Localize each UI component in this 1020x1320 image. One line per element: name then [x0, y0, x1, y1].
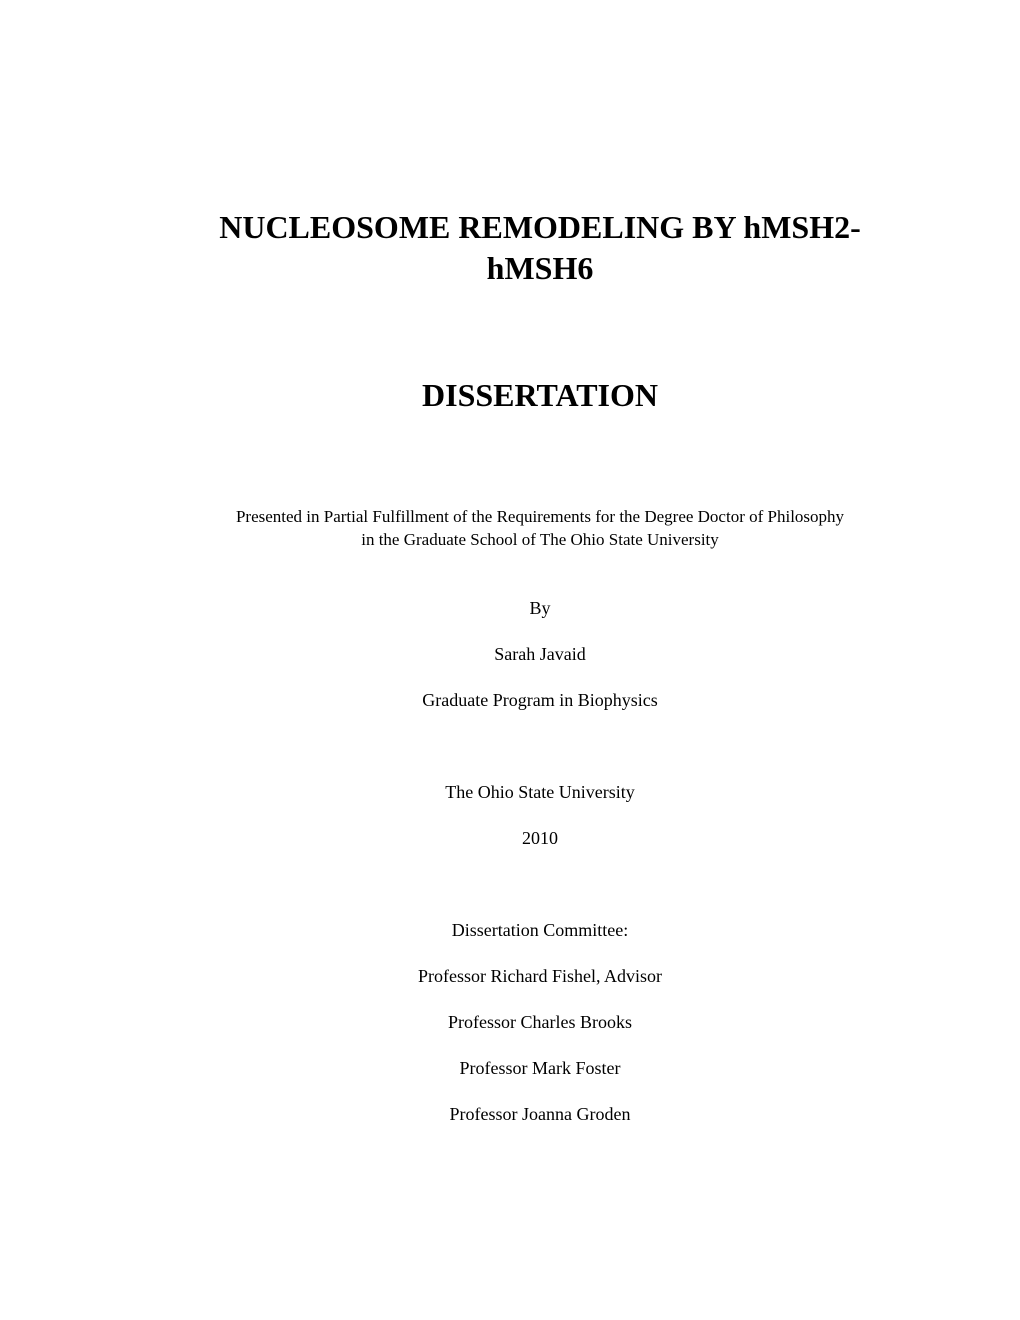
title-line-2: hMSH6: [486, 250, 594, 286]
fulfillment-line-2: in the Graduate School of The Ohio State University: [361, 530, 719, 549]
program-name: Graduate Program in Biophysics: [422, 690, 658, 710]
fulfillment-line-1: Presented in Partial Fulfillment of the Requirements for the Degree Doctor of Philosophy: [235, 507, 845, 526]
committee-member: Professor Charles Brooks: [448, 1012, 632, 1032]
committee-member: Professor Mark Foster: [459, 1058, 621, 1078]
by-label: By: [529, 598, 551, 618]
committee-member: Professor Joanna Groden: [449, 1104, 631, 1124]
committee-heading: Dissertation Committee:: [451, 920, 629, 940]
title-line-1: NUCLEOSOME REMODELING BY hMSH2-: [219, 209, 861, 245]
document-type: DISSERTATION: [422, 377, 658, 413]
committee-member: Professor Richard Fishel, Advisor: [418, 966, 662, 986]
university-name: The Ohio State University: [445, 782, 635, 802]
author-name: Sarah Javaid: [494, 644, 586, 664]
year: 2010: [522, 828, 558, 848]
